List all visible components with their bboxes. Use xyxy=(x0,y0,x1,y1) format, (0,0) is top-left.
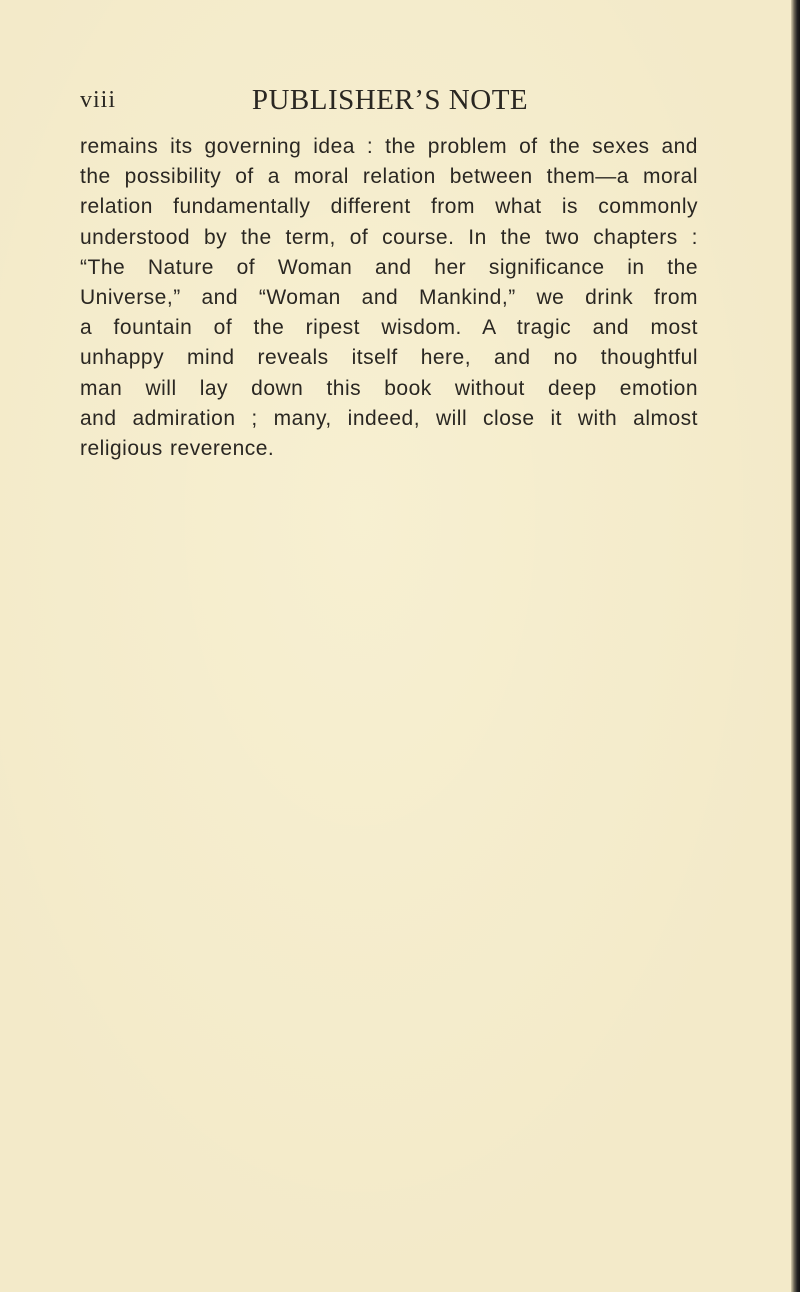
text-line: religious reverence. xyxy=(80,437,275,461)
text-line: Universe,” and “Woman and Mankind,” we drink from xyxy=(80,286,698,310)
text-line: the possibility of a moral relation between them—a moral xyxy=(80,165,698,189)
page-edge-shadow xyxy=(791,0,800,1292)
running-head: PUBLISHER’S NOTE xyxy=(251,84,529,116)
body-paragraph xyxy=(80,132,698,464)
text-line: relation fundamentally different from what is commonly xyxy=(80,195,698,219)
text-line: man will lay down this book without deep emotion xyxy=(80,376,698,400)
text-line: a fountain of the ripest wisdom. A tragic and most xyxy=(80,316,698,340)
page-number: viii xyxy=(80,87,117,113)
text-line: unhappy mind reveals itself here, and no thoughtful xyxy=(80,346,698,370)
text-line: understood by the term, of course. In the two chapters : xyxy=(80,225,698,249)
text-line: “The Nature of Woman and her significance in the xyxy=(80,255,698,279)
page-header xyxy=(80,84,700,124)
text-line: remains its governing idea : the problem of the sexes and xyxy=(80,135,698,158)
text-line: and admiration ; many, indeed, will close it with almost xyxy=(80,406,698,430)
